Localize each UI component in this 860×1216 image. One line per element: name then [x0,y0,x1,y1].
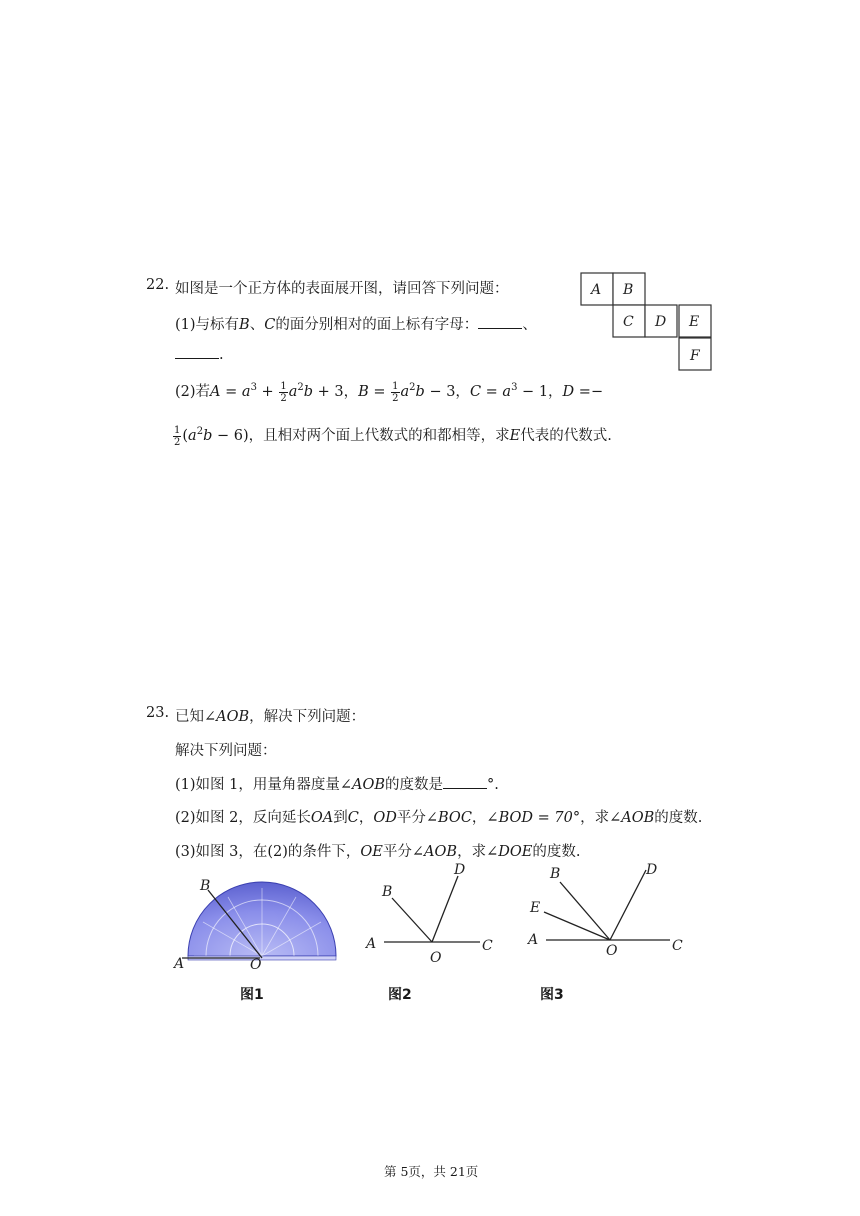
answer-blank[interactable] [478,316,522,329]
figure-2-angle [362,858,498,968]
cube-net-figure [580,272,714,374]
fig3-label-d: D [646,862,658,878]
figure-1-caption: 图1 [240,987,264,1003]
fig1-label-o: O [250,957,262,972]
figure-2-caption: 图2 [388,987,412,1003]
q22-part2-line2: $\frac{1}{2}$ $(a^2b - 6)$，且相对两个面上代数式的和都相等，求E代表的代数式. [174,424,612,448]
figure-3-caption: 图3 [540,987,564,1003]
q23-sub-stem: 解决下列问题： [175,743,277,759]
q22-part1-line2: . [175,346,224,363]
fig3-label-c: C [672,938,683,954]
q23-part3: (3)如图 3，在(2)的条件下，OE平分∠AOB，求∠DOE的度数. [175,844,581,860]
q22-part2: (2)若$A = a^3$ + $\frac{1}{2}$ $a^2b + 3$，B = $\frac{1}{2}$ $a^2b - 3$，$C = a^3 - 1$，D =− [175,380,604,404]
net-label-d: D [655,314,667,330]
fig3-label-b: B [550,866,561,882]
q23-stem: 已知∠AOB，解决下列问题： [175,709,366,725]
net-label-b: B [623,282,634,298]
answer-blank[interactable] [443,776,487,789]
q23-part1: (1)如图 1，用量角器度量∠AOB的度数是 °. [175,777,499,793]
fig2-label-b: B [382,884,393,900]
net-label-c: C [623,314,634,330]
q23-number: 23. [146,705,170,721]
fig3-label-a: A [528,932,539,948]
q22-stem: 如图是一个正方体的表面展开图，请回答下列问题： [175,281,509,297]
q22-number: 22. [146,277,170,293]
net-label-f: F [690,348,700,364]
page-footer: 第 5页，共 21页 [384,1164,479,1179]
fig1-label-b: B [200,878,211,894]
answer-blank[interactable] [175,346,219,359]
fig2-label-o: O [430,950,442,966]
figure-1-protractor [170,872,342,972]
fig2-label-a: A [366,936,377,952]
fig2-label-c: C [482,938,493,954]
q22-part1: (1)与标有B、C的面分别相对的面上标有字母： 、 [175,317,537,333]
net-label-e: E [689,314,700,330]
q23-part2: (2)如图 2，反向延长OA到C，OD平分∠BOC，∠BOD = 70°，求∠AOB的度数. [175,810,703,826]
fig3-label-e: E [530,900,541,916]
figure-3-angle [520,858,690,968]
fig1-label-a: A [174,956,185,972]
fig3-label-o: O [606,943,618,959]
fig2-label-d: D [454,862,466,878]
net-label-a: A [591,282,602,298]
